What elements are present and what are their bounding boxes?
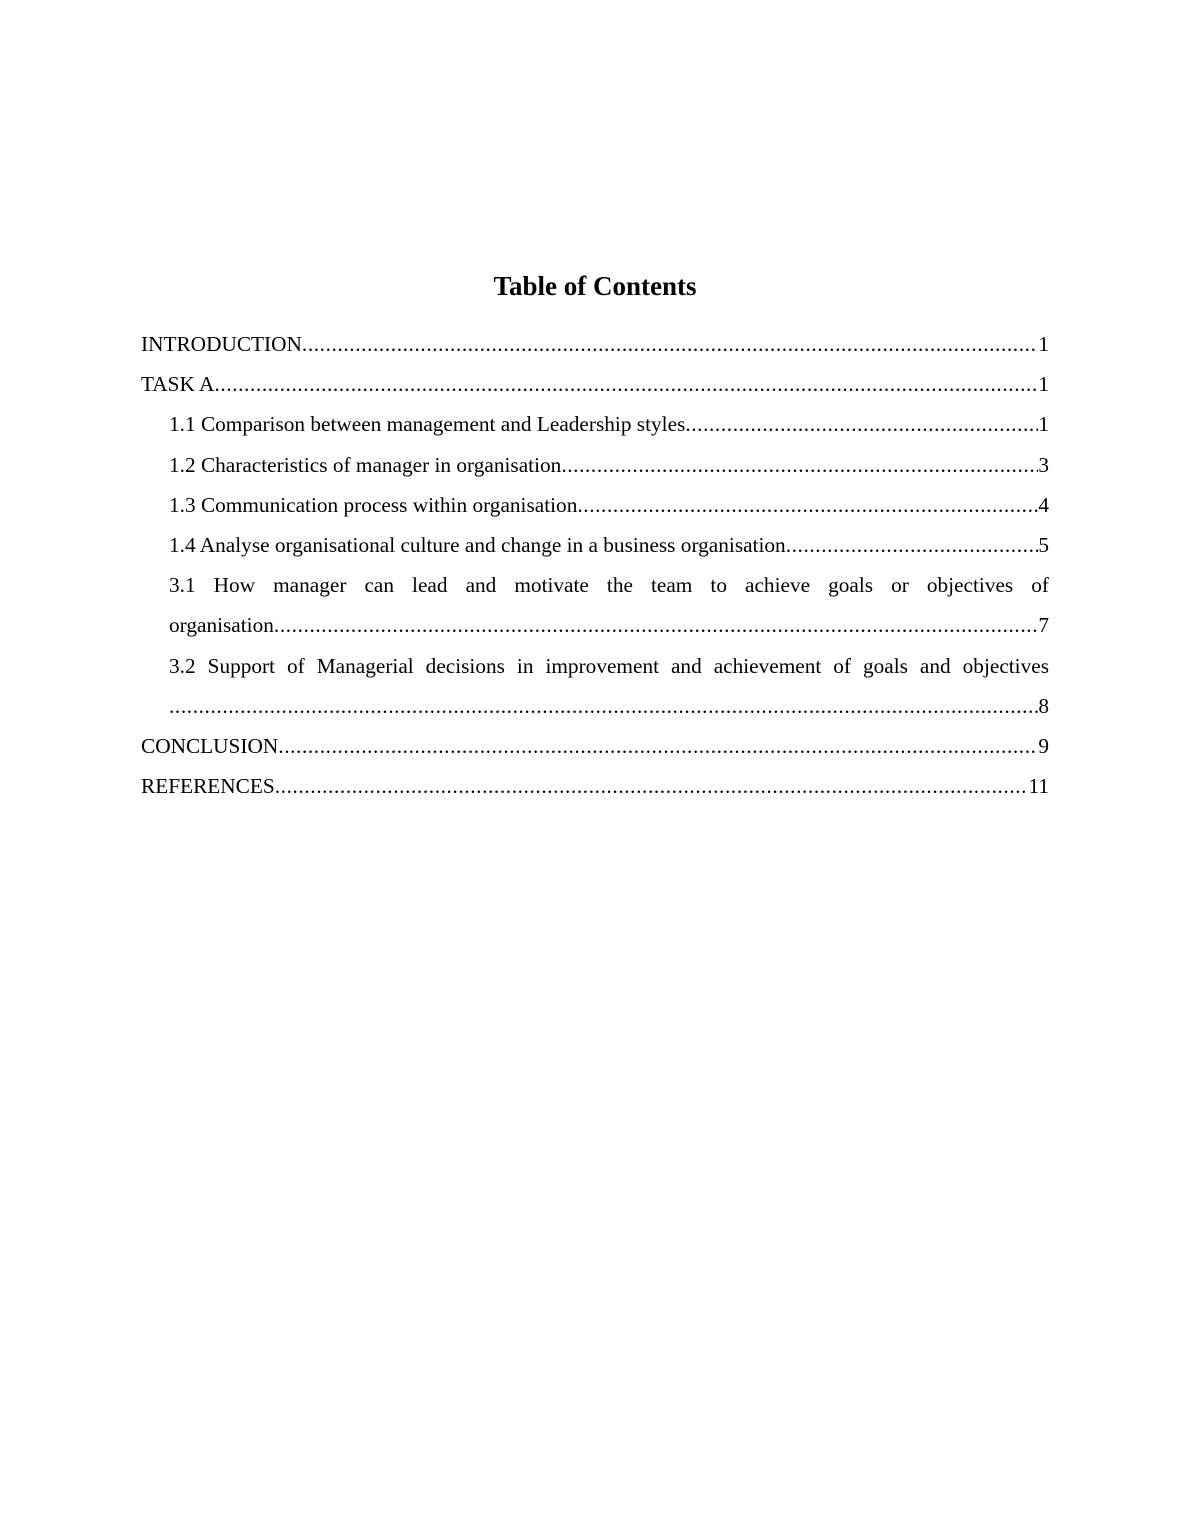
toc-page-number: 9 xyxy=(1038,733,1049,758)
toc-leader-dots xyxy=(561,445,1038,485)
toc-leader-dots xyxy=(577,485,1038,525)
toc-leader-dots xyxy=(278,726,1038,766)
toc-leader-dots xyxy=(786,525,1039,565)
toc-leader-dots xyxy=(214,364,1038,404)
toc-leader-dots xyxy=(685,404,1038,444)
toc-leader-dots xyxy=(274,605,1038,645)
toc-entry-text-line2: organisation xyxy=(169,613,274,638)
toc-page-number: 1 xyxy=(1038,372,1049,397)
toc-page-number: 1 xyxy=(1038,332,1049,356)
toc-entry-text: 1.2 Characteristics of manager in organisation xyxy=(169,452,562,477)
toc-entry-1-3[interactable] xyxy=(141,485,1049,525)
toc-entry-text: 1.3 Communication process within organisation xyxy=(169,492,578,517)
toc-entry-line2 xyxy=(141,605,1049,645)
toc-entry-text: 1.1 Comparison between management and Leadership styles xyxy=(169,412,686,437)
toc-page-number: 7 xyxy=(1038,613,1049,638)
toc-leader-dots xyxy=(169,686,1038,726)
toc-entry-conclusion[interactable] xyxy=(141,726,1049,766)
toc-leader-dots xyxy=(302,324,1038,364)
toc-entry-1-1[interactable] xyxy=(141,404,1049,444)
toc-entry-task-a[interactable] xyxy=(141,364,1049,404)
toc-entry-text-line1: 3.1 How manager can lead and motivate the team to achieve goals or objectives of xyxy=(169,573,1049,598)
toc-page-number: 1 xyxy=(1038,412,1049,437)
toc-entry-references[interactable] xyxy=(141,766,1049,806)
toc-entries xyxy=(141,324,1049,806)
toc-entry-line2 xyxy=(141,686,1049,726)
toc-entry-text: REFERENCES xyxy=(141,774,275,799)
toc-entry-introduction[interactable] xyxy=(141,324,1049,364)
toc-page-number: 11 xyxy=(1028,774,1049,799)
toc-entry-text: INTRODUCTION xyxy=(141,332,302,356)
toc-leader-dots xyxy=(275,766,1029,806)
toc-entry-text: CONCLUSION xyxy=(141,733,279,758)
toc-entry-text-line1: 3.2 Support of Managerial decisions in improvement and achievement of goals and objectives xyxy=(169,653,1049,678)
toc-page-number: 5 xyxy=(1038,532,1049,557)
table-of-contents xyxy=(141,268,1049,806)
toc-entry-3-1[interactable] xyxy=(141,565,1049,645)
toc-title: Table of Contents xyxy=(493,271,697,301)
toc-entry-1-2[interactable] xyxy=(141,445,1049,485)
toc-entry-text: 1.4 Analyse organisational culture and change in a business organisation xyxy=(169,532,786,557)
toc-page-number: 8 xyxy=(1038,693,1049,718)
toc-page-number: 4 xyxy=(1038,492,1049,517)
toc-entry-1-4[interactable] xyxy=(141,525,1049,565)
toc-entry-text: TASK A xyxy=(141,372,215,397)
toc-entry-3-2[interactable] xyxy=(141,646,1049,726)
toc-page-number: 3 xyxy=(1038,452,1049,477)
